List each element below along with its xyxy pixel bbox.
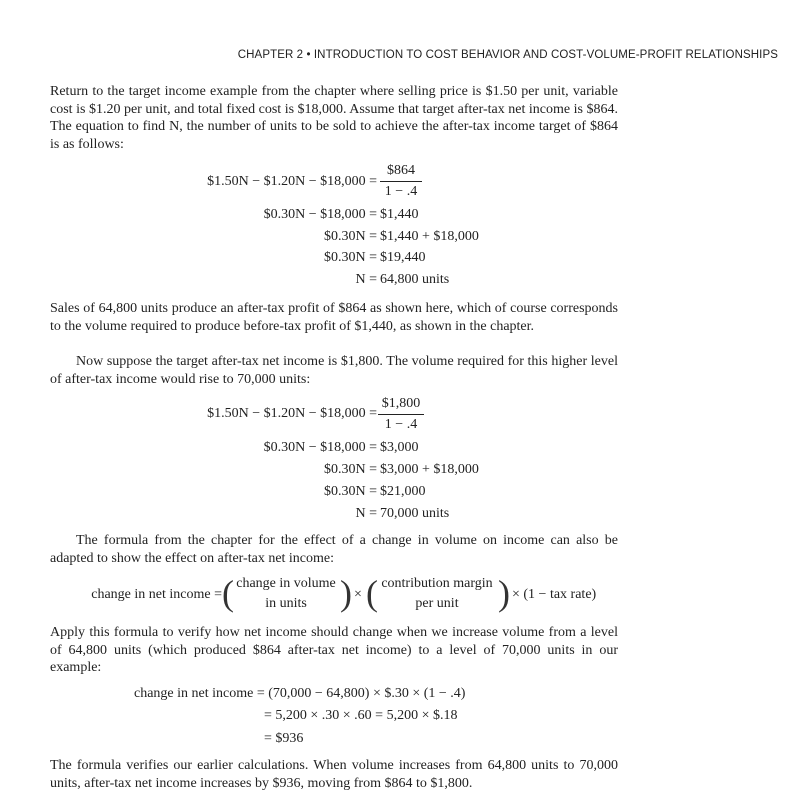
formula-lhs: change in net income = <box>91 587 222 602</box>
eq2-line4-lhs: $0.30N = <box>323 484 377 499</box>
eq1-line5-rhs: 64,800 units <box>380 272 450 287</box>
formula-left-paren-2: ( <box>366 573 378 613</box>
formula-times: × <box>354 587 362 602</box>
eq2-denominator: 1 − .4 <box>384 417 418 432</box>
formula-left-paren-1: ( <box>222 573 234 613</box>
eq2-line5-rhs: 70,000 units <box>380 506 450 521</box>
formula-term1-top: change in volume <box>236 576 336 591</box>
eq1-line4-rhs: $19,440 <box>380 250 426 265</box>
eq1-line4-lhs: $0.30N = <box>323 250 377 265</box>
running-header: CHAPTER 2 • INTRODUCTION TO COST BEHAVIOR AND COST-VOLUME-PROFIT RELATIONSHIPS <box>237 49 778 61</box>
eq1-numerator: $864 <box>380 163 422 182</box>
eq2-line2-lhs: $0.30N − $18,000 = <box>263 440 377 455</box>
formula-intro-paragraph: The formula from the chapter for the effect of a change in volume on income can also be adapted to show the effect on after-tax net income: <box>50 533 618 566</box>
eq2-line4-rhs: $21,000 <box>380 484 426 499</box>
formula-term1-bottom: in units <box>265 596 307 611</box>
eq1-fraction <box>380 163 422 200</box>
eq1-line3-rhs: $1,440 + $18,000 <box>380 229 479 244</box>
intro-paragraph: Return to the target income example from the chapter where selling price is $1.50 per unit, variable cost is $1.20 per unit, and total fixed cost is $18,000. Assume that target after-tax net income is $864. The equation to find N, the number of units to be sold to achieve the after-tax income target of $864 is as follows: <box>50 84 618 152</box>
formula-tax-term: × (1 − tax rate) <box>512 587 597 602</box>
eq1-line1-lhs: $1.50N − $1.20N − $18,000 = <box>207 174 377 189</box>
target-paragraph: Now suppose the target after-tax net income is $1,800. The volume required for this higher level of after-tax income would rise to 70,000 units: <box>50 354 618 387</box>
formula-term2-bottom: per unit <box>415 596 459 611</box>
eq2-line3-rhs: $3,000 + $18,000 <box>380 462 479 477</box>
eq2-line2-rhs: $3,000 <box>380 440 419 455</box>
eq2-line1-lhs: $1.50N − $1.20N − $18,000 = <box>207 406 377 421</box>
calc-line-3: = $936 <box>264 731 304 746</box>
eq2-fraction <box>378 396 424 433</box>
conclusion-paragraph: The formula verifies our earlier calculations. When volume increases from 64,800 units to 70,000 units, after-tax net income increases by $936, moving from $864 to $1,800. <box>50 758 618 791</box>
sales-paragraph: Sales of 64,800 units produce an after-tax profit of $864 as shown here, which of course corresponds to the volume required to produce before-tax profit of $1,440, as shown in the chapter. <box>50 301 618 334</box>
formula-term2-top: contribution margin <box>381 576 493 591</box>
eq2-line3-lhs: $0.30N = <box>323 462 377 477</box>
eq1-line3-lhs: $0.30N = <box>323 229 377 244</box>
eq1-line5-lhs: N = <box>355 272 377 287</box>
formula-term-volume <box>231 574 341 614</box>
eq1-denominator: 1 − .4 <box>384 184 418 199</box>
eq2-numerator: $1,800 <box>378 396 424 415</box>
calc-line-1: change in net income = (70,000 − 64,800) × $.30 × (1 − .4) <box>134 686 466 701</box>
eq2-line5-lhs: N = <box>355 506 377 521</box>
apply-formula-paragraph: Apply this formula to verify how net income should change when we increase volume from a level of 64,800 units (which produced $864 after-tax net income) to a level of 70,000 units in our example: <box>50 625 618 675</box>
formula-right-paren-1: ) <box>340 573 352 613</box>
calc-line-2: = 5,200 × .30 × .60 = 5,200 × $.18 <box>264 708 458 723</box>
formula-term-margin <box>375 574 499 614</box>
formula-right-paren-2: ) <box>498 573 510 613</box>
eq1-line2-lhs: $0.30N − $18,000 = <box>263 207 377 222</box>
eq1-line2-rhs: $1,440 <box>380 207 419 222</box>
